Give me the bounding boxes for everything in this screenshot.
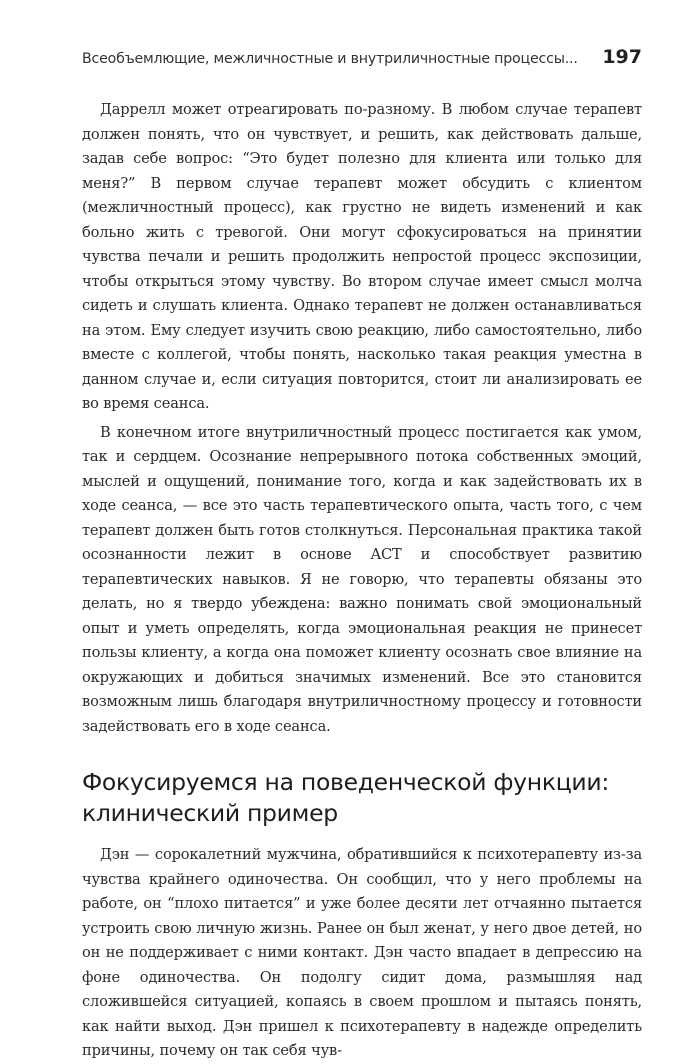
body-text [82,98,642,739]
paragraph: Дэн — сорокалетний мужчина, обратившийся к психотерапевту из-за чувства крайнего одиночества. Он сообщил, что у него проблемы на работе, он “плохо питается” и уже более десяти лет отчаянно пытается устроить свою личную жизнь. Ранее он был женат, у него двое детей, но он не поддерживает с ними контакт. Дэн часто впадает в депрессию на фоне одиночества. Он подолгу сидит дома, размышляя над сложившейся ситуацией, копаясь в своем прошлом и пытаясь понять, как найти выход. Дэн пришел к психотерапевту в надежде определить причины, почему он так себя чув- [82,846,642,1059]
running-header [82,46,642,76]
page-number: 197 [602,46,642,68]
paragraph: В конечном итоге внутриличностный процесс постигается как умом, так и сердцем. Осознание непрерывного потока собственных эмоций, мыслей и ощущений, понимание того, когда и как задействовать их в ходе сеанса, — все это часть терапевтического опыта, часть того, с чем терапевт должен быть готов столкнуться. Персональная практика такой осознанности лежит в основе ACT и способствует развитию терапевтических навыков. Я не говорю, что терапевты обязаны это делать, но я твердо убеждена: важно понимать свой эмоциональный опыт и уметь определять, когда эмоциональная реакция не принесет пользы клиенту, а когда она поможет клиенту осознать свое влияние на окружающих и добиться значимых изменений. Все это становится возможным лишь благодаря внутриличностному процессу и готовности задействовать его в ходе сеанса. [82,423,642,735]
section-body-text [82,843,642,1064]
book-page [82,46,642,1064]
section-heading: Фокусируемся на поведенческой функции: клинический пример [82,768,609,827]
running-header-title: Всеобъемлющие, межличностные и внутриличностные процессы... [82,51,578,67]
paragraph: Даррелл может отреагировать по-разному. В любом случае терапевт должен понять, что он чувствует, и решить, как действовать дальше, задав себе вопрос: “Это будет полезно для клиента или только для меня?” В первом случае терапевт может обсудить с клиентом (межличностный процесс), как грустно не видеть изменений и как больно жить с тревогой. Они могут сфокусироваться на принятии чувства печали и решить продолжить непростой процесс экспозиции, чтобы открыться этому чувству. Во втором случае имеет смысл молча сидеть и слушать клиента. Однако терапевт не должен останавливаться на этом. Ему следует изучить свою реакцию, либо самостоятельно, либо вместе с коллегой, чтобы понять, насколько такая реакция уместна в данном случае и, если ситуация повторится, стоит ли анализировать ее во время сеанса. [82,101,642,412]
